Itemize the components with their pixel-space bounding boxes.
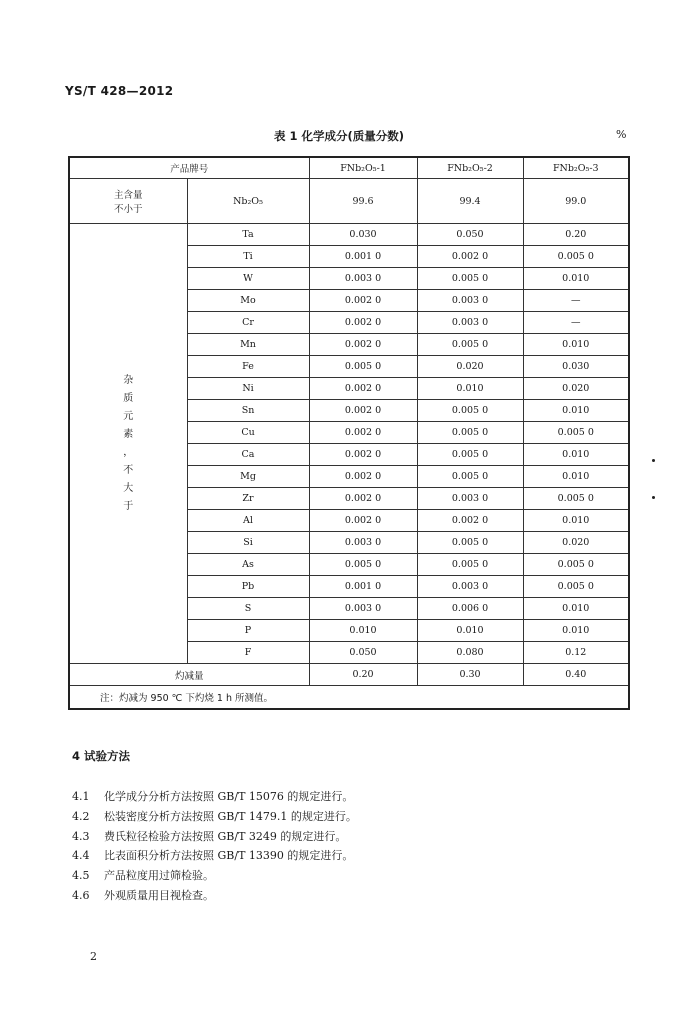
impurity-value-cell: 0.002 0 [309, 488, 417, 510]
element-cell: Pb [187, 576, 309, 598]
method-item-number: 4.6 [72, 889, 90, 902]
element-cell: Fe [187, 356, 309, 378]
grade-header-cell: 产品牌号 [69, 157, 309, 179]
impurity-label-char: 不 [123, 464, 134, 476]
impurity-value-cell: 0.003 0 [309, 532, 417, 554]
element-cell: Ta [187, 224, 309, 246]
impurity-value-cell: 0.010 [523, 510, 629, 532]
impurity-value-cell: 0.005 0 [417, 334, 523, 356]
impurity-value-cell: 0.003 0 [417, 576, 523, 598]
impurity-value-cell: 0.005 0 [523, 554, 629, 576]
element-cell: Mg [187, 466, 309, 488]
loss-on-ignition-value: 0.20 [309, 664, 417, 686]
header-row [69, 157, 629, 179]
impurity-value-cell: 0.002 0 [309, 444, 417, 466]
main-value-1: 99.6 [309, 179, 417, 224]
impurity-value-cell: 0.010 [523, 444, 629, 466]
impurity-value-cell: 0.002 0 [309, 422, 417, 444]
impurity-value-cell: 0.002 0 [309, 400, 417, 422]
element-cell: Mo [187, 290, 309, 312]
method-item [72, 887, 214, 903]
impurity-label-char: ， [123, 446, 134, 458]
main-content-row [69, 179, 629, 224]
impurity-value-cell: 0.005 0 [417, 554, 523, 576]
element-cell: Al [187, 510, 309, 532]
method-item-text: 比表面积分析方法按照 GB/T 13390 的规定进行。 [104, 849, 354, 863]
method-item-number: 4.3 [72, 829, 90, 843]
impurity-value-cell: 0.002 0 [309, 290, 417, 312]
loss-on-ignition-row [69, 664, 629, 686]
method-item [72, 847, 353, 863]
impurity-value-cell: 0.20 [523, 224, 629, 246]
impurity-value-cell: 0.12 [523, 642, 629, 664]
impurity-value-cell: 0.005 0 [417, 268, 523, 290]
impurity-value-cell: 0.003 0 [417, 290, 523, 312]
main-content-label-line2: 不小于 [113, 204, 143, 215]
impurity-value-cell: 0.003 0 [309, 268, 417, 290]
impurity-value-cell: 0.030 [523, 356, 629, 378]
element-cell: Cu [187, 422, 309, 444]
grade-3-header: FNb₂O₅-3 [523, 157, 629, 179]
impurity-value-cell: 0.010 [417, 378, 523, 400]
method-item-number: 4.2 [72, 809, 90, 823]
impurity-value-cell: 0.002 0 [309, 334, 417, 356]
method-item [72, 867, 214, 883]
method-item-number: 4.4 [72, 849, 90, 863]
element-cell: Ti [187, 246, 309, 268]
impurity-value-cell: 0.010 [417, 620, 523, 642]
impurity-value-cell: 0.002 0 [417, 246, 523, 268]
impurity-value-cell: 0.005 0 [417, 532, 523, 554]
impurity-value-cell: 0.005 0 [523, 488, 629, 510]
element-cell: W [187, 268, 309, 290]
table-unit: % [616, 128, 627, 141]
element-cell: Ni [187, 378, 309, 400]
impurity-label-vertical [123, 372, 133, 516]
impurity-value-cell: 0.005 0 [309, 554, 417, 576]
impurity-value-cell: 0.003 0 [417, 488, 523, 510]
grade-2-header: FNb₂O₅-2 [417, 157, 523, 179]
main-element: Nb₂O₅ [187, 179, 309, 224]
impurity-value-cell: 0.002 0 [417, 510, 523, 532]
impurity-value-cell: 0.005 0 [523, 246, 629, 268]
loss-on-ignition-label: 灼减量 [69, 664, 309, 686]
impurity-label-char: 元 [123, 410, 134, 422]
impurity-value-cell: 0.005 0 [417, 466, 523, 488]
impurity-value-cell: 0.002 0 [309, 466, 417, 488]
main-content-label [69, 179, 187, 224]
impurity-value-cell: 0.010 [523, 620, 629, 642]
element-cell: F [187, 642, 309, 664]
element-cell: Cr [187, 312, 309, 334]
method-item-text: 化学成分分析方法按照 GB/T 15076 的规定进行。 [104, 790, 354, 803]
impurity-value-cell: 0.006 0 [417, 598, 523, 620]
impurity-value-cell: 0.002 0 [309, 510, 417, 532]
page-number: 2 [90, 950, 97, 963]
impurity-label-char: 素 [123, 428, 134, 440]
document-id: YS/T 428—2012 [65, 84, 174, 98]
impurity-value-cell: 0.005 0 [417, 422, 523, 444]
impurity-value-cell: 0.020 [523, 378, 629, 400]
section-title: 4 试验方法 [72, 749, 131, 763]
impurity-value-cell: 0.002 0 [309, 312, 417, 334]
impurity-value-cell: 0.050 [417, 224, 523, 246]
loss-on-ignition-value: 0.30 [417, 664, 523, 686]
impurity-value-cell: 0.010 [523, 268, 629, 290]
impurity-value-cell: 0.003 0 [309, 598, 417, 620]
method-item-text: 产品粒度用过筛检验。 [104, 869, 214, 883]
element-cell: S [187, 598, 309, 620]
method-item [72, 808, 357, 824]
impurity-label-cell [69, 224, 187, 664]
method-item-number: 4.1 [72, 790, 90, 803]
method-item-number: 4.5 [72, 869, 90, 883]
grade-1-header: FNb₂O₅-1 [309, 157, 417, 179]
element-cell: Ca [187, 444, 309, 466]
impurity-label-char: 于 [123, 500, 134, 512]
impurity-label-char: 杂 [123, 374, 134, 386]
method-item [72, 828, 346, 844]
main-value-3: 99.0 [523, 179, 629, 224]
impurity-value-cell: 0.020 [523, 532, 629, 554]
impurity-value-cell: 0.002 0 [309, 378, 417, 400]
impurity-value-cell: 0.010 [523, 400, 629, 422]
impurity-value-cell: 0.001 0 [309, 246, 417, 268]
impurity-label-char: 质 [123, 392, 134, 404]
main-content-label-line1: 主含量 [113, 190, 143, 201]
main-value-2: 99.4 [417, 179, 523, 224]
element-cell: Mn [187, 334, 309, 356]
table-note: 注：灼减为 950 ℃ 下灼烧 1 h 所测值。 [69, 686, 629, 710]
impurity-value-cell: 0.080 [417, 642, 523, 664]
impurity-value-cell: 0.005 0 [309, 356, 417, 378]
element-cell: As [187, 554, 309, 576]
impurity-value-cell: 0.050 [309, 642, 417, 664]
scan-speck [652, 496, 655, 499]
impurity-value-cell: 0.005 0 [523, 422, 629, 444]
method-item-text: 松装密度分析方法按照 GB/T 1479.1 的规定进行。 [104, 809, 357, 823]
impurity-value-cell: 0.030 [309, 224, 417, 246]
impurity-value-cell: 0.010 [309, 620, 417, 642]
method-item-text: 外观质量用目视检查。 [104, 889, 214, 902]
impurity-row [69, 224, 629, 246]
note-row [69, 686, 629, 710]
table-caption: 表 1 化学成分(质量分数) [273, 129, 405, 143]
method-item-text: 费氏粒径检验方法按照 GB/T 3249 的规定进行。 [104, 829, 347, 843]
impurity-value-cell: 0.010 [523, 466, 629, 488]
element-cell: Zr [187, 488, 309, 510]
impurity-value-cell: 0.005 0 [417, 400, 523, 422]
element-cell: Si [187, 532, 309, 554]
method-item [72, 788, 353, 804]
chemical-composition-table [68, 156, 630, 710]
loss-on-ignition-value: 0.40 [523, 664, 629, 686]
impurity-value-cell: 0.005 0 [523, 576, 629, 598]
impurity-label-char: 大 [123, 482, 134, 494]
element-cell: P [187, 620, 309, 642]
impurity-value-cell: 0.020 [417, 356, 523, 378]
impurity-value-cell: — [523, 312, 629, 334]
impurity-value-cell: 0.003 0 [417, 312, 523, 334]
impurity-value-cell: 0.010 [523, 334, 629, 356]
impurity-value-cell: 0.010 [523, 598, 629, 620]
scan-speck [652, 459, 655, 462]
impurity-value-cell: 0.001 0 [309, 576, 417, 598]
impurity-value-cell: 0.005 0 [417, 444, 523, 466]
impurity-value-cell: — [523, 290, 629, 312]
element-cell: Sn [187, 400, 309, 422]
